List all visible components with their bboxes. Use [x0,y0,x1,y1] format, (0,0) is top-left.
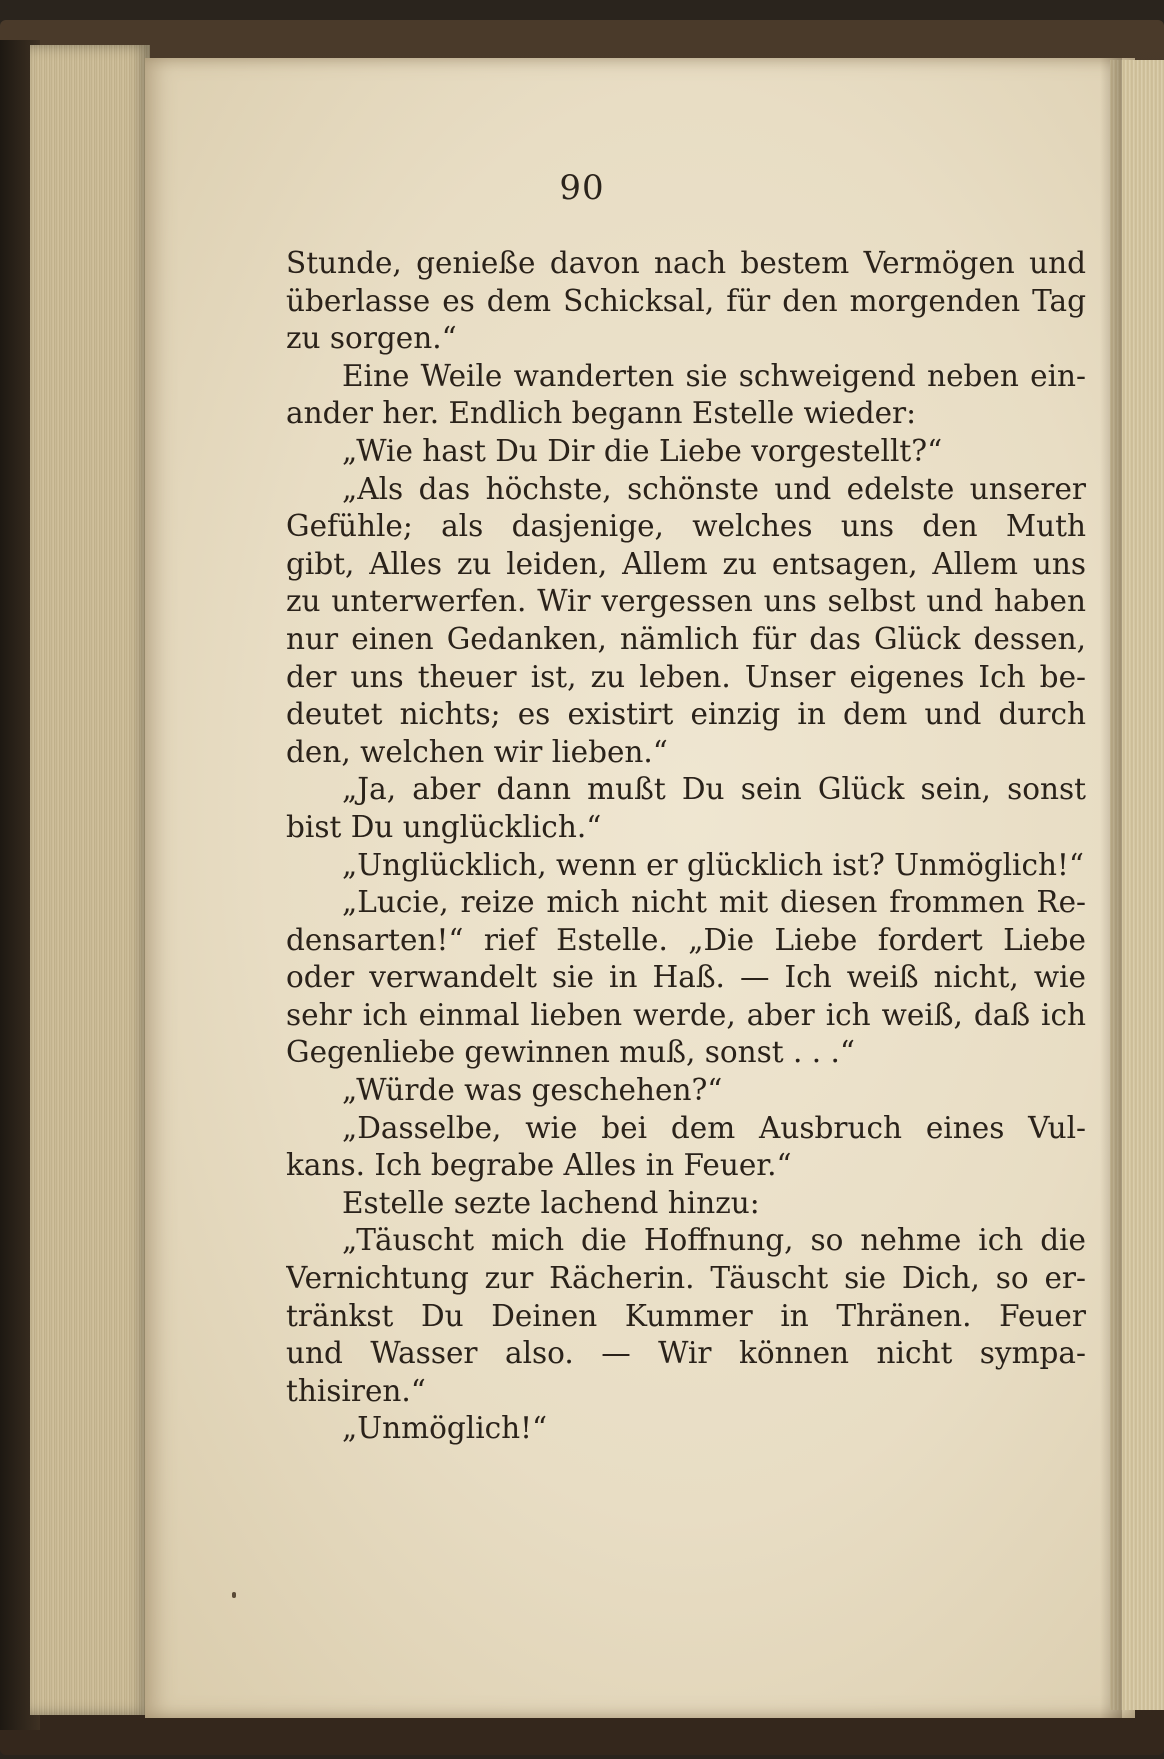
text-line: kans. Ich begrabe Alles in Feuer.“ [286,1148,792,1183]
text-line: „Dasselbe, wie bei dem Ausbruch eines Vul- [342,1110,1086,1145]
text-line: thisiren.“ [286,1373,426,1408]
page-gutter [1100,58,1122,1718]
text-line: bist Du unglücklich.“ [286,809,602,844]
text-line: zu unterwerfen. Wir vergessen uns selbst und haben [286,584,1086,619]
text-line: Stunde, genieße davon nach bestem Vermögen und [286,246,1086,280]
text-line: Estelle sezte lachend hinzu: [342,1185,760,1220]
text-line: „Unglücklich, wenn er glücklich ist? Unmöglich!“ [342,847,1084,882]
text-line: „Ja, aber dann mußt Du sein Glück sein, sonst [342,772,1086,807]
text-line: den, welchen wir lieben.“ [286,734,668,769]
text-line: oder verwandelt sie in Haß. — Ich weiß nicht, wie [286,960,1086,995]
text-line: nur einen Gedanken, nämlich für das Glück dessen, [286,621,1086,656]
text-line: Gefühle; als dasjenige, welches uns den Muth [286,509,1086,544]
text-line: Vernichtung zur Rächerin. Täuscht sie Dich, so er- [286,1261,1086,1296]
text-line: „Unmöglich!“ [342,1411,548,1446]
margin-mark [232,1592,236,1598]
text-line: und Wasser also. — Wir können nicht sympa- [286,1336,1086,1371]
text-line: deutet nichts; es existirt einzig in dem und durch [286,697,1086,732]
body-text [286,245,1086,1448]
text-line: „Als das höchste, schönste und edelste unserer [342,471,1086,506]
text-line: sehr ich einmal lieben werde, aber ich weiß, daß ich [286,997,1086,1032]
text-line: zu sorgen.“ [286,321,457,356]
text-line: ander her. Endlich begann Estelle wieder: [286,396,917,431]
text-line: „Würde was geschehen?“ [342,1073,723,1108]
text-line: „Lucie, reize mich nicht mit diesen frommen Re- [342,885,1086,920]
page-stack-left [30,45,150,1715]
text-line: „Wie hast Du Dir die Liebe vorgestellt?“ [342,433,943,468]
text-line: gibt, Alles zu leiden, Allem zu entsagen, Allem uns [286,546,1086,581]
text-line: überlasse es dem Schicksal, für den morgenden Tag [286,283,1086,318]
text-line: densarten!“ rief Estelle. „Die Liebe fordert Liebe [286,922,1086,957]
page-number: 90 [559,168,605,208]
text-line: tränkst Du Deinen Kummer in Thränen. Feuer [286,1298,1086,1333]
text-line: der uns theuer ist, zu leben. Unser eigenes Ich be- [286,659,1086,694]
text-line: „Täuscht mich die Hoffnung, so nehme ich die [342,1223,1086,1258]
text-line: Eine Weile wanderten sie schweigend neben ein- [342,358,1086,393]
text-line: Gegenliebe gewinnen muß, sonst . . .“ [286,1035,855,1070]
